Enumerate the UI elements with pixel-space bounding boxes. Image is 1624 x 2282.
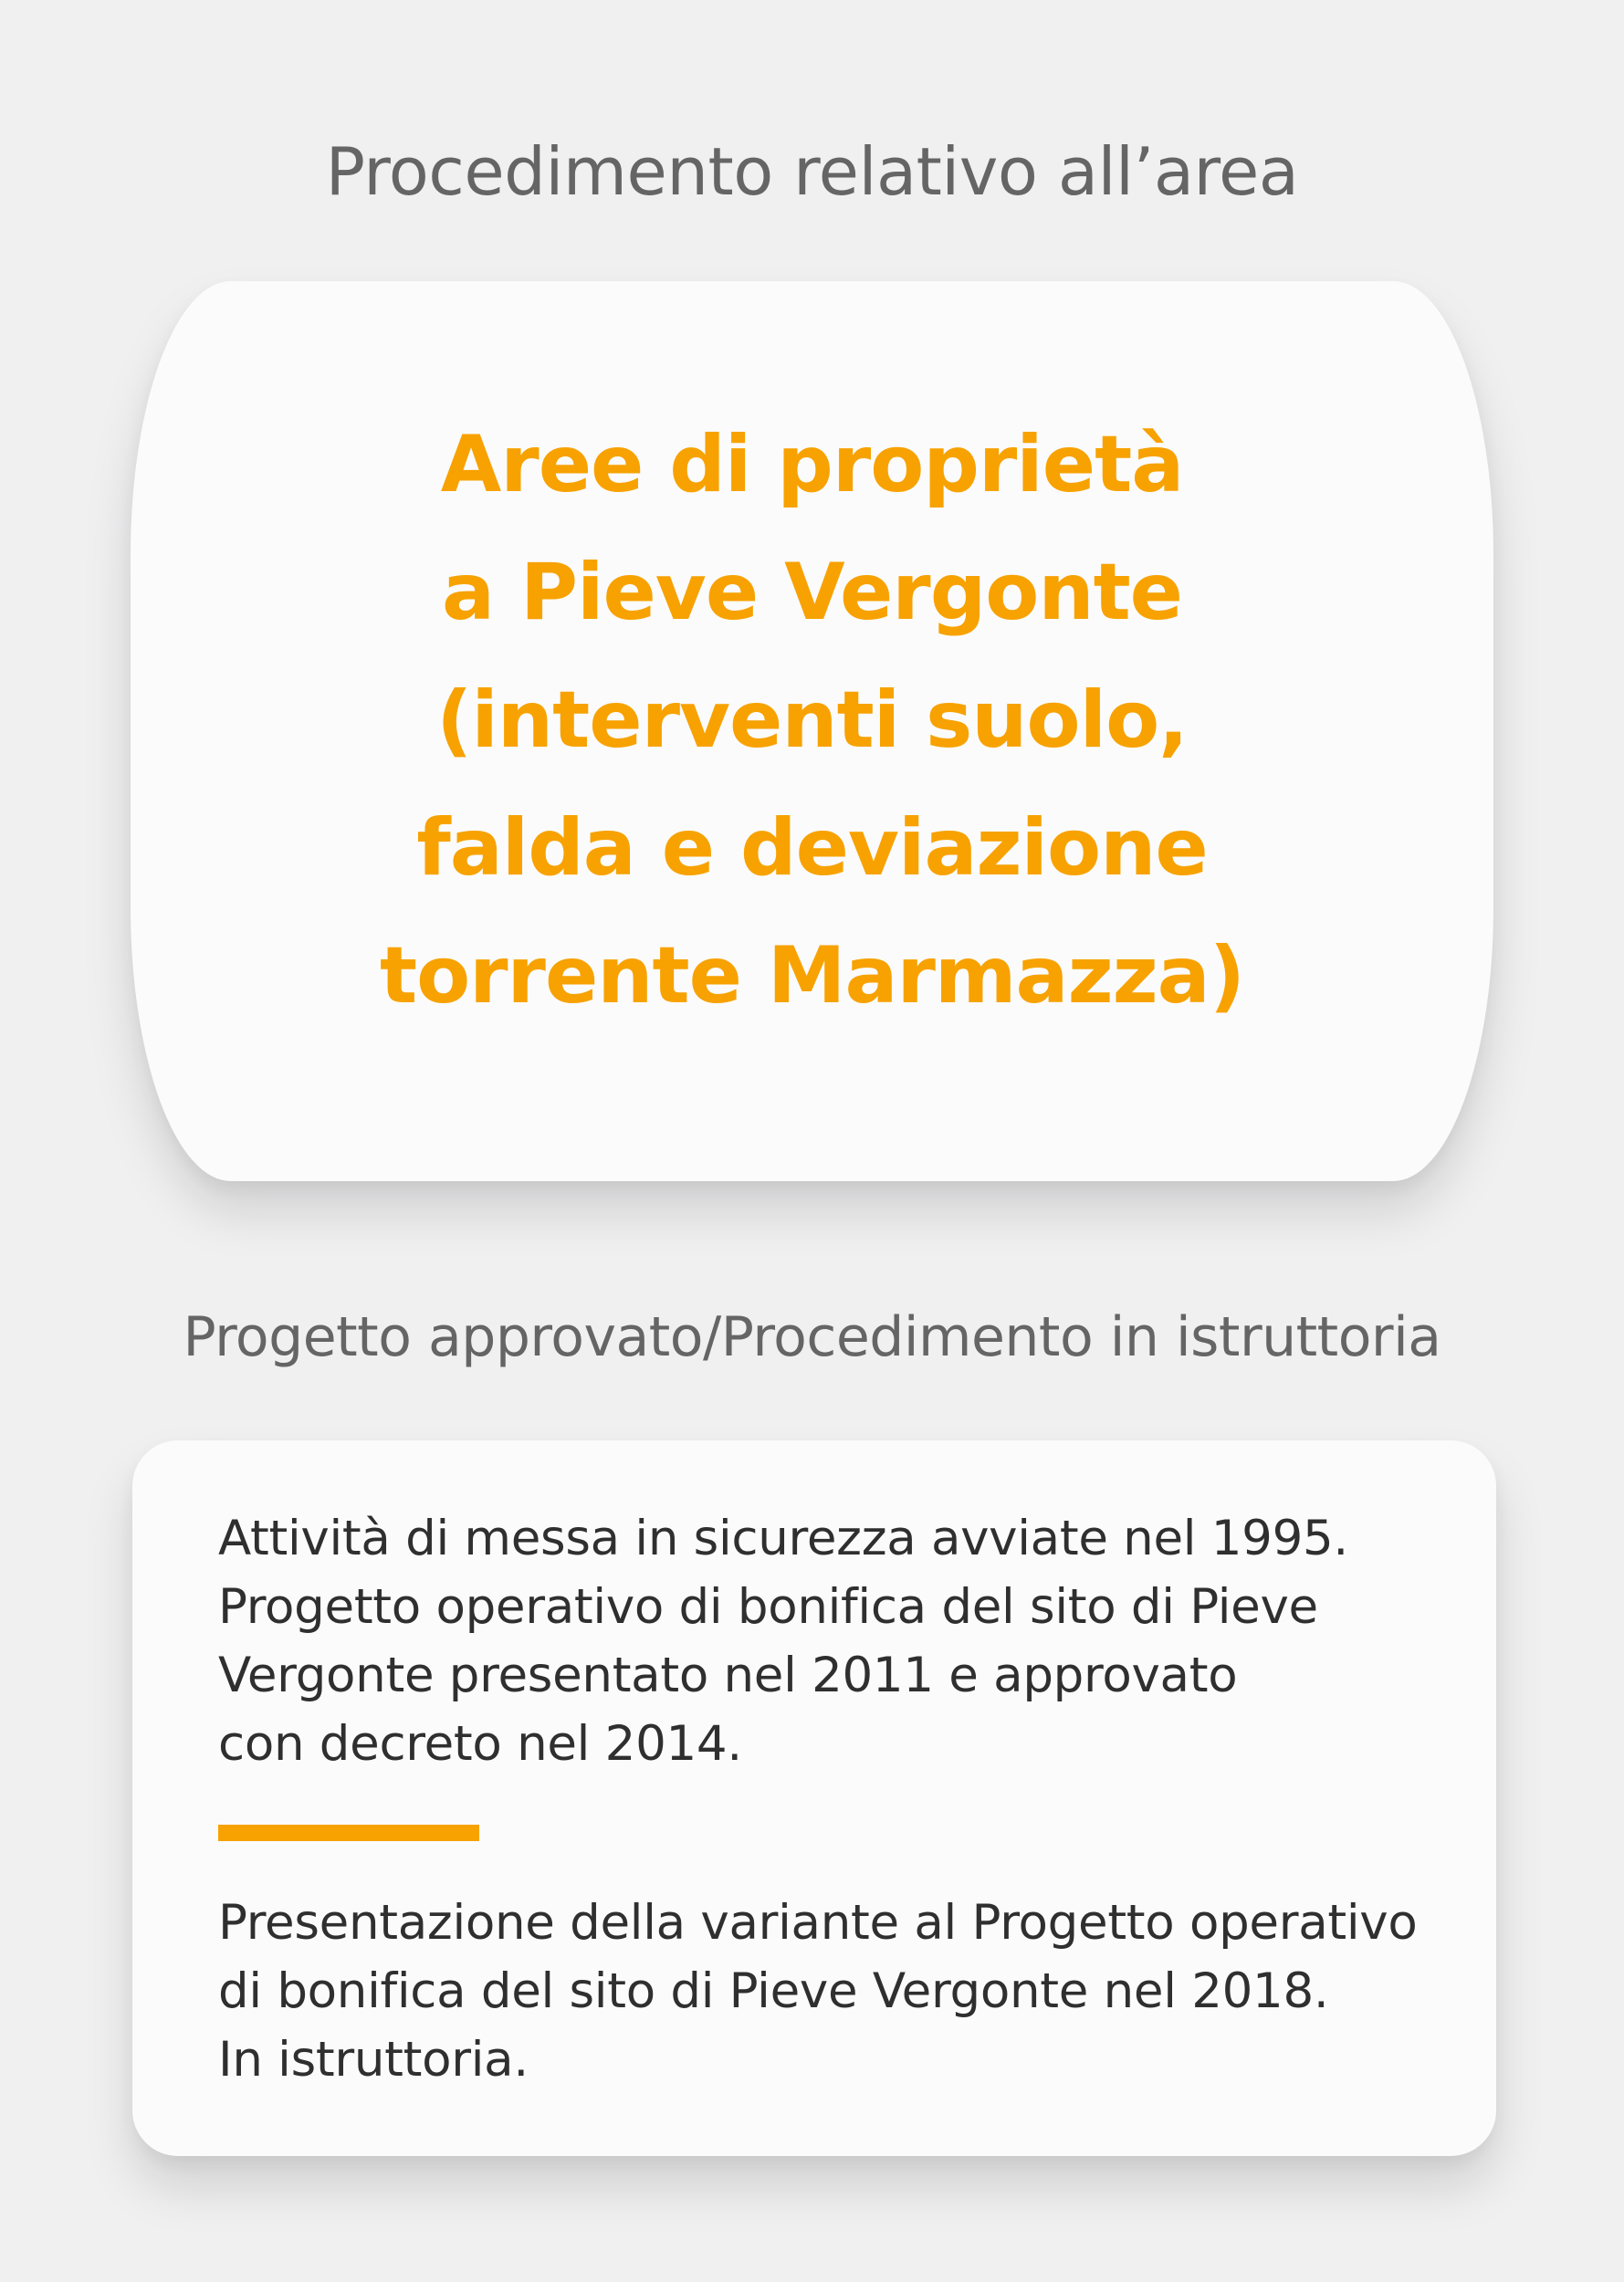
paragraph-line: Progetto operativo di bonifica del sito di Pieve: [218, 1579, 1318, 1635]
area-procedure-heading: Procedimento relativo all’area: [325, 133, 1299, 210]
accent-divider: [218, 1825, 479, 1841]
paragraph-line: Presentazione della variante al Progetto operativo: [218, 1895, 1418, 1951]
area-card: [131, 281, 1493, 1181]
area-title-line: torrente Marmazza): [379, 930, 1245, 1021]
area-title-line: falda e deviazione: [416, 802, 1208, 894]
paragraph-line: con decreto nel 2014.: [218, 1716, 742, 1772]
paragraph-line: di bonifica del sito di Pieve Vergonte nel 2018.: [218, 1963, 1329, 2019]
project-approval-paragraph: [218, 1504, 1348, 1778]
project-card: [132, 1440, 1496, 2156]
paragraph-line: Attività di messa in sicurezza avviate nel 1995.: [218, 1511, 1348, 1566]
area-title-line: (interventi suolo,: [436, 675, 1188, 766]
area-title-line: Aree di proprietà: [440, 419, 1184, 510]
paragraph-line: Vergonte presentato nel 2011 e approvato: [218, 1648, 1238, 1703]
area-title-line: a Pieve Vergonte: [441, 547, 1183, 638]
project-variant-paragraph: [218, 1889, 1418, 2094]
paragraph-line: In istruttoria.: [218, 2032, 529, 2088]
area-title: [380, 401, 1244, 1040]
project-status-heading: Progetto approvato/Procedimento in istruttoria: [183, 1305, 1441, 1369]
